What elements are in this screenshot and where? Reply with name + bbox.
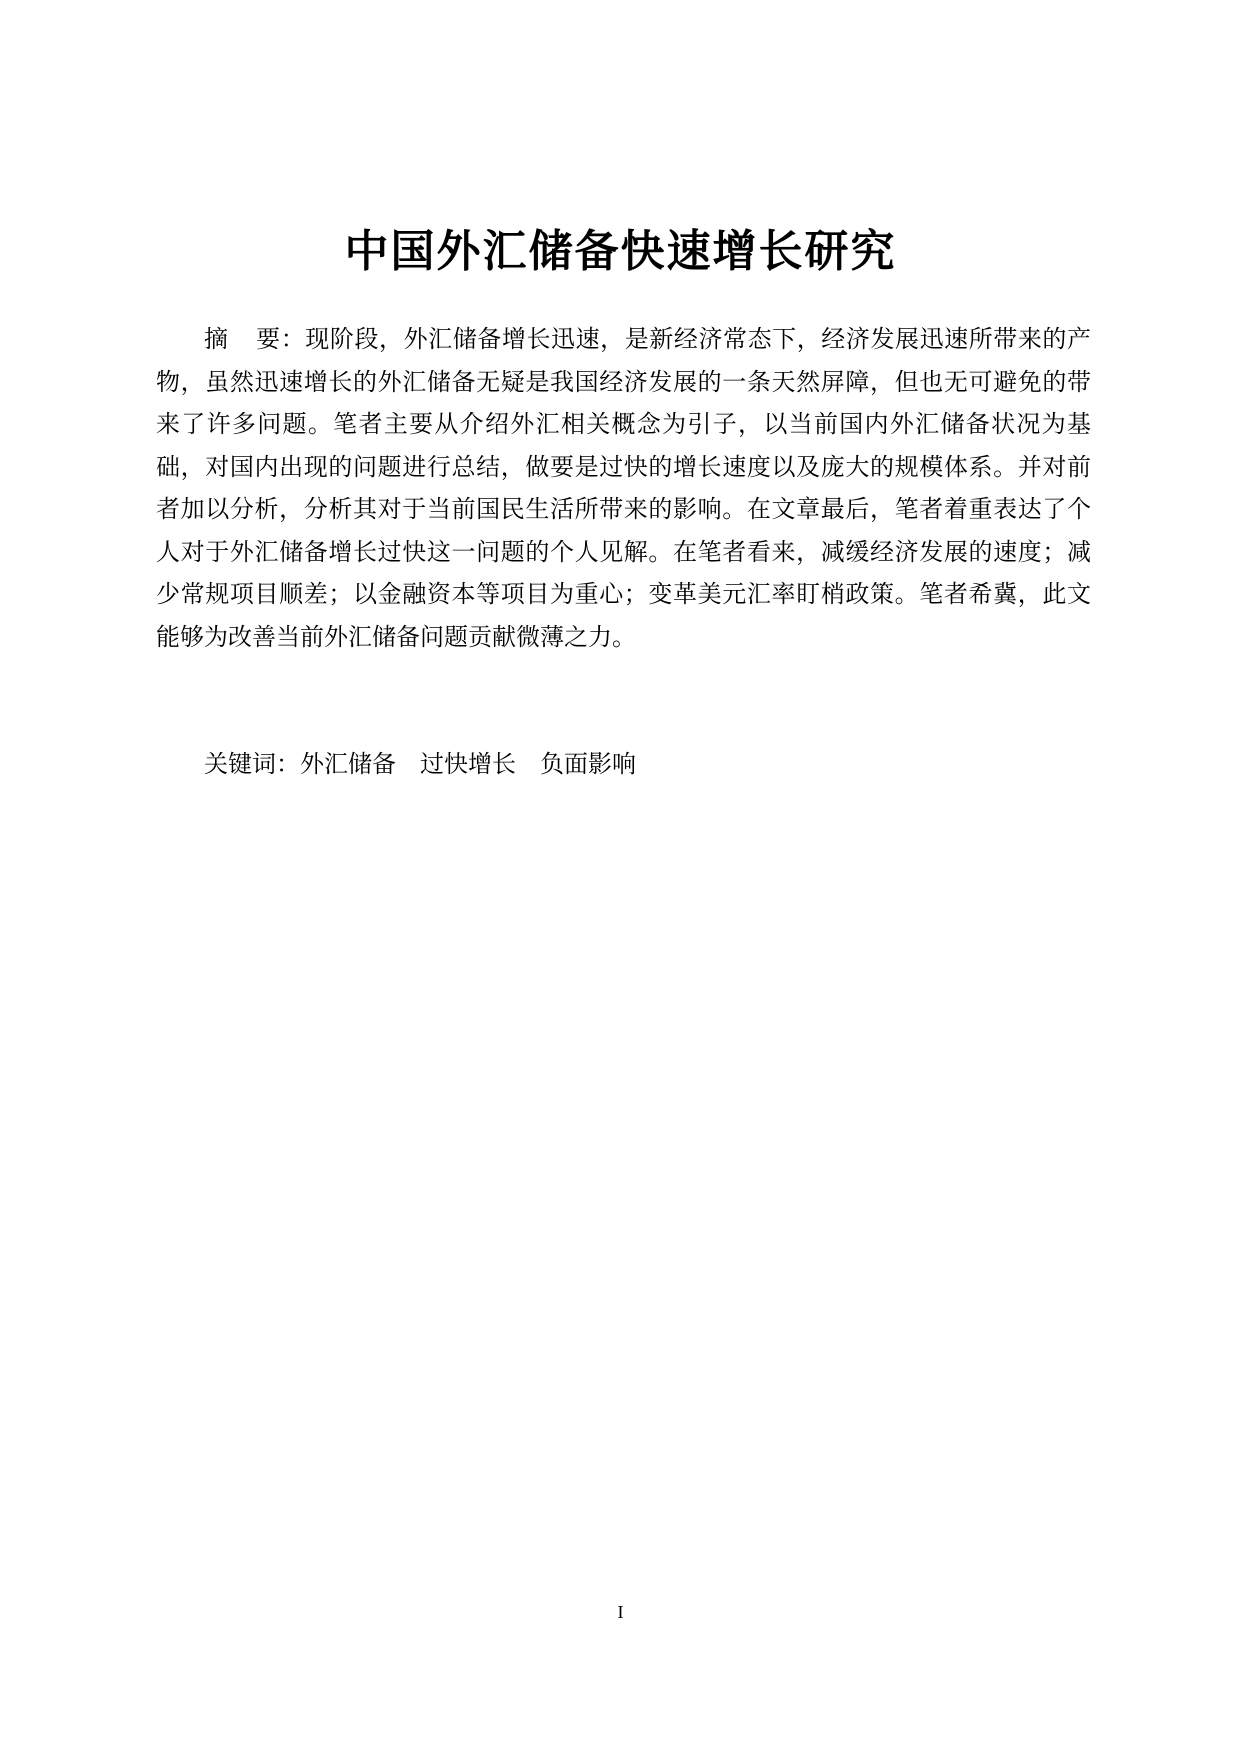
keywords-label: 关键词： — [204, 750, 300, 778]
page-number: I — [617, 1602, 624, 1622]
abstract-label-char-2: 要： — [255, 325, 306, 353]
abstract-label-char-1: 摘 — [204, 325, 229, 353]
keyword-item: 过快增长 — [420, 750, 516, 778]
paper-title: 中国外汇储备快速增长研究 — [344, 226, 897, 277]
keyword-item: 外汇储备 — [300, 750, 396, 778]
keyword-item: 负面影响 — [540, 750, 636, 778]
abstract-paragraph — [156, 318, 1091, 658]
keywords-line — [204, 746, 636, 782]
abstract-text: 现阶段，外汇储备增长迅速，是新经济常态下，经济发展迅速所带来的产物，虽然迅速增长的外汇储备无疑是我国经济发展的一条天然屏障，但也无可避免的带来了许多问题。笔者主要从介绍外汇相关概念为引子，以当前国内外汇储备状况为基础，对国内出现的问题进行总结，做要是过快的增长速度以及庞大的规模体系。并对前者加以分析，分析其对于当前国民生活所带来的影响。在文章最后，笔者着重表达了个人对于外汇储备增长过快这一问题的个人见解。在笔者看来，减缓经济发展的速度；减少常规项目顺差；以金融资本等项目为重心；变革美元汇率盯梢政策。笔者希冀，此文能够为改善当前外汇储备问题贡献微薄之力。 — [156, 325, 1092, 651]
